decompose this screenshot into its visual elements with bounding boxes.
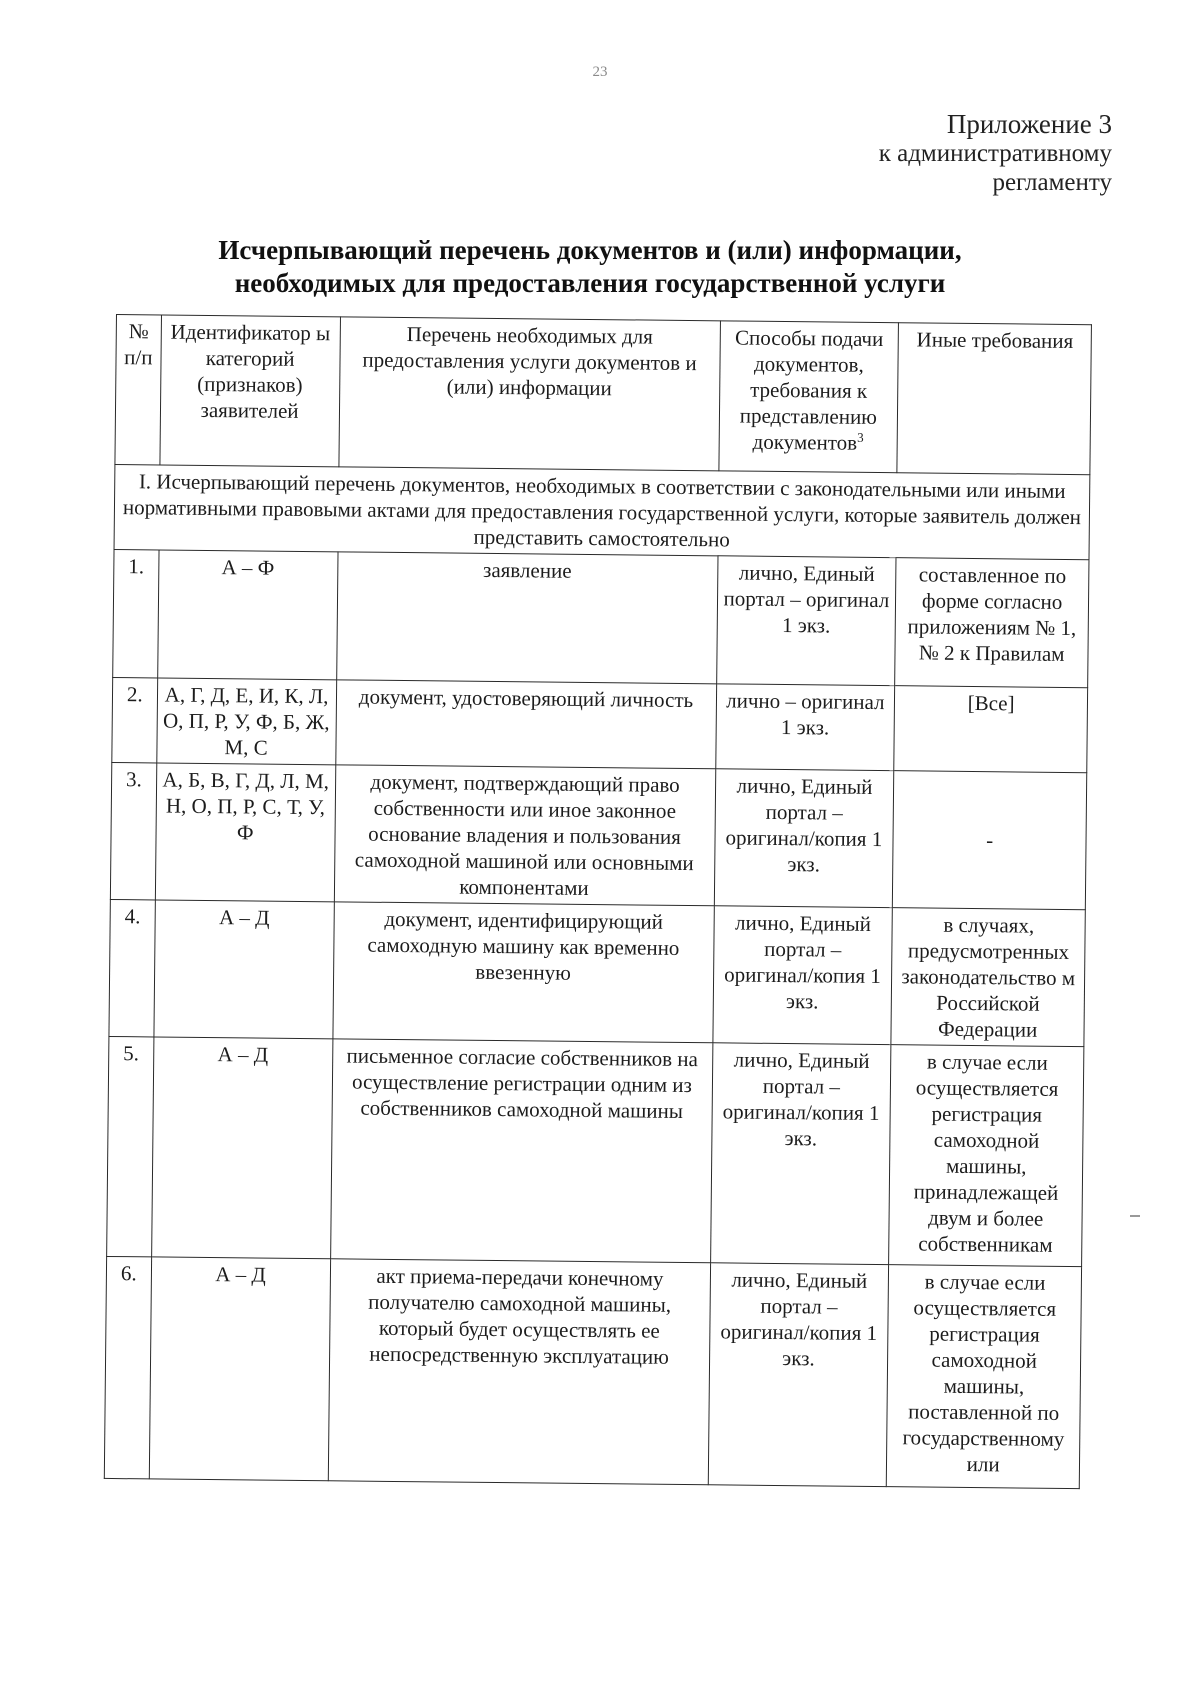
row-num: 5. (107, 1036, 154, 1256)
document-title-line-1: Исчерпывающий перечень документов и (или) информации, (218, 235, 962, 265)
row-method: лично – оригинал 1 экз. (715, 684, 895, 771)
row-method: лично, Единый портал – оригинал/копия 1 экз. (708, 1263, 889, 1487)
row-other: [Все] (894, 686, 1088, 773)
row-document: документ, подтверждающий право собственности или иное законное основание владения и пользования самоходной машиной или основными компонентами (334, 765, 715, 906)
document-title-line-2: необходимых для предоставления государственной услуги (234, 268, 946, 298)
row-document: письменное согласие собственников на осуществление регистрации одним из собственников самоходной машины (330, 1039, 712, 1263)
row-num: 3. (110, 762, 156, 899)
row-other: в случае если осуществляется регистрация самоходной машины, поставленной по государственному или (887, 1265, 1082, 1489)
row-category: А, Г, Д, Е, И, К, Л, О, П, Р, У, Ф, Б, Ж, М, С (157, 678, 337, 765)
documents-table (104, 314, 1092, 1489)
scan-mark (1130, 1215, 1140, 1217)
row-other: составленное по форме согласно приложениям № 1, № 2 к Правилам (895, 558, 1089, 688)
header-num: № п/п (115, 315, 161, 465)
row-document: документ, удостоверяющий личность (335, 680, 716, 769)
row-other: - (893, 771, 1087, 910)
row-other: в случаях, предусмотренных законодательство м Российской Федерации (891, 908, 1085, 1047)
row-num: 4. (109, 899, 155, 1036)
row-num: 6. (104, 1256, 151, 1478)
table-row (110, 762, 1086, 909)
appendix-line-1: Приложение 3 (946, 109, 1112, 139)
row-method: лично, Единый портал – оригинал/копия 1 экз. (714, 769, 894, 908)
header-category: Идентификатор ы категорий (признаков) заявителей (160, 315, 340, 467)
row-category: А – Д (149, 1257, 330, 1481)
header-methods-text: Способы подачи документов, требования к представлению документов (734, 325, 884, 455)
row-num: 1. (113, 549, 159, 677)
table-row (109, 899, 1085, 1046)
header-documents: Перечень необходимых для предоставления услуги документов и (или) информации (338, 317, 720, 471)
row-document: заявление (336, 552, 717, 684)
row-other: в случае если осуществляется регистрация самоходной машины, принадлежащей двум и более собственникам (889, 1045, 1084, 1267)
header-methods-footnote: 3 (857, 429, 864, 445)
page-number: 23 (592, 64, 608, 80)
header-other: Иные требования (897, 323, 1091, 475)
row-document: документ, идентифицирующий самоходную машину как временно ввезенную (332, 902, 713, 1043)
row-method: лично, Единый портал – оригинал 1 экз. (716, 556, 896, 686)
row-category: А – Д (151, 1037, 332, 1259)
appendix-header (879, 110, 1112, 197)
appendix-line-2: к административному (878, 140, 1112, 167)
table-row (104, 1256, 1081, 1488)
row-num: 2. (112, 677, 158, 762)
document-title (140, 234, 1040, 300)
row-method: лично, Единый портал – оригинал/копия 1 экз. (710, 1043, 891, 1265)
table-row (113, 549, 1089, 687)
section-title: I. Исчерпывающий перечень документов, необходимых в соответствии с законодательными или иными нормативными правовыми актами для предоставления государственной услуги, которые заявитель должен представить самостоятельно (114, 464, 1090, 559)
appendix-line-3: регламенту (992, 169, 1112, 196)
row-method: лично, Единый портал – оригинал/копия 1 экз. (712, 906, 892, 1045)
row-document: акт приема-передачи конечному получателю самоходной машины, который будет осуществлять ее непосредственную эксплуатацию (328, 1259, 710, 1485)
section-row (114, 464, 1090, 559)
row-category: А – Д (154, 900, 334, 1039)
row-category: А – Ф (157, 550, 337, 680)
table-header-row (115, 315, 1092, 475)
table-row (112, 677, 1088, 772)
table-row (107, 1036, 1084, 1266)
row-category: А, Б, В, Г, Д, Л, М, Н, О, П, Р, С, Т, У, Ф (155, 763, 335, 902)
header-methods (718, 321, 898, 473)
